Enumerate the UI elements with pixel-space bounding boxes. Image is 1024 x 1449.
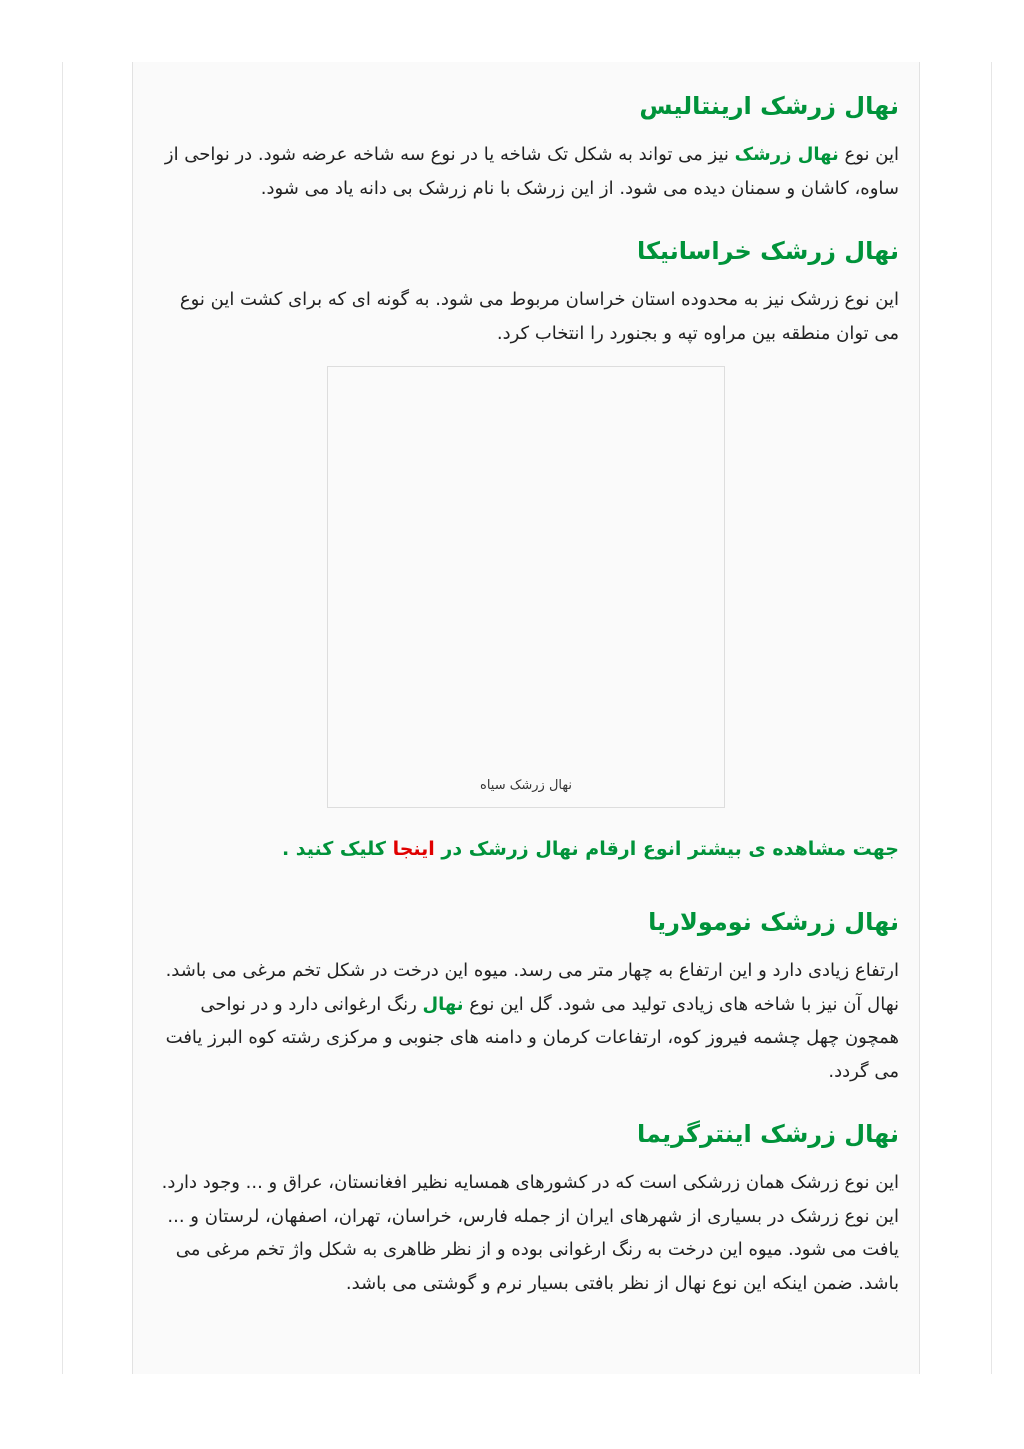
paragraph-orientalis-text-1: این نوع (838, 144, 899, 165)
figure-caption: نهال زرشک سیاه (480, 778, 572, 793)
heading-nummularia: نهال زرشک نومولاریا (648, 908, 899, 936)
cta-here-link[interactable]: اینجا (392, 838, 435, 860)
paragraph-nummularia-text-1: ارتفاع زیادی دارد و این ارتفاع به چهار متر می رسد. میوه این درخت در شکل تخم مرغی می باشد. نهال آن نیز با شاخه های زیادی تولید می شود. گل این نوع (165, 960, 899, 1015)
seedling-barberry-link[interactable]: نهال زرشک (734, 144, 839, 165)
paragraph-orientalis-text-2: نیز می تواند به شکل تک شاخه یا در نوع سه شاخه عرضه شود. در نواحی از ساوه، کاشان و سمنان دیده می شود. از این زرشک با نام زرشک بی دانه یاد می شود. (164, 144, 899, 199)
page-left-rule (62, 62, 63, 1374)
barberry-image-figure (327, 366, 725, 808)
cta-text-2: کلیک کنید . (281, 838, 393, 860)
paragraph-integerrima: این نوع زرشک همان زرشکی است که در کشورهای همسایه نظیر افغانستان، عراق و ... وجود دارد. این نوع زرشک در بسیاری از شهرهای ایران از جمله فارس، خراسان، تهران، اصفهان، لرستان و ... یافت می شود. میوه این درخت به رنگ ارغوانی بوده و از نظر ظاهری به شکل واژ تخم مرغی می باشد. ضمن اینکه این نوع نهال از نظر بافتی بسیار نرم و گوشتی می باشد. (161, 1172, 899, 1294)
cta-line (153, 834, 899, 864)
heading-khorasanica: نهال زرشک خراسانیکا (636, 237, 899, 265)
seedling-link[interactable]: نهال (422, 993, 464, 1015)
article-body (132, 62, 920, 1374)
heading-integerrima: نهال زرشک اینترگریما (637, 1120, 899, 1148)
cta-text-1: جهت مشاهده ی بیشتر انوع ارقام نهال زرشک در (434, 838, 899, 860)
paragraph-orientalis (153, 138, 899, 205)
paragraph-khorasanica: این نوع زرشک نیز به محدوده استان خراسان مربوط می شود. به گونه ای که برای کشت این نوع می توان منطقه بین مراوه تپه و بجنورد را انتخاب کرد. (179, 289, 899, 344)
paragraph-nummularia (153, 954, 899, 1088)
paragraph-nummularia-text-2: رنگ ارغوانی دارد و در نواحی همچون چهل چشمه فیروز کوه، ارتفاعات کرمان و دامنه های جنوبی و مرکزی رشته کوه البرز یافت می گردد. (165, 993, 899, 1082)
heading-orientalis: نهال زرشک ارینتالیس (639, 92, 899, 120)
page-right-rule (991, 62, 992, 1374)
